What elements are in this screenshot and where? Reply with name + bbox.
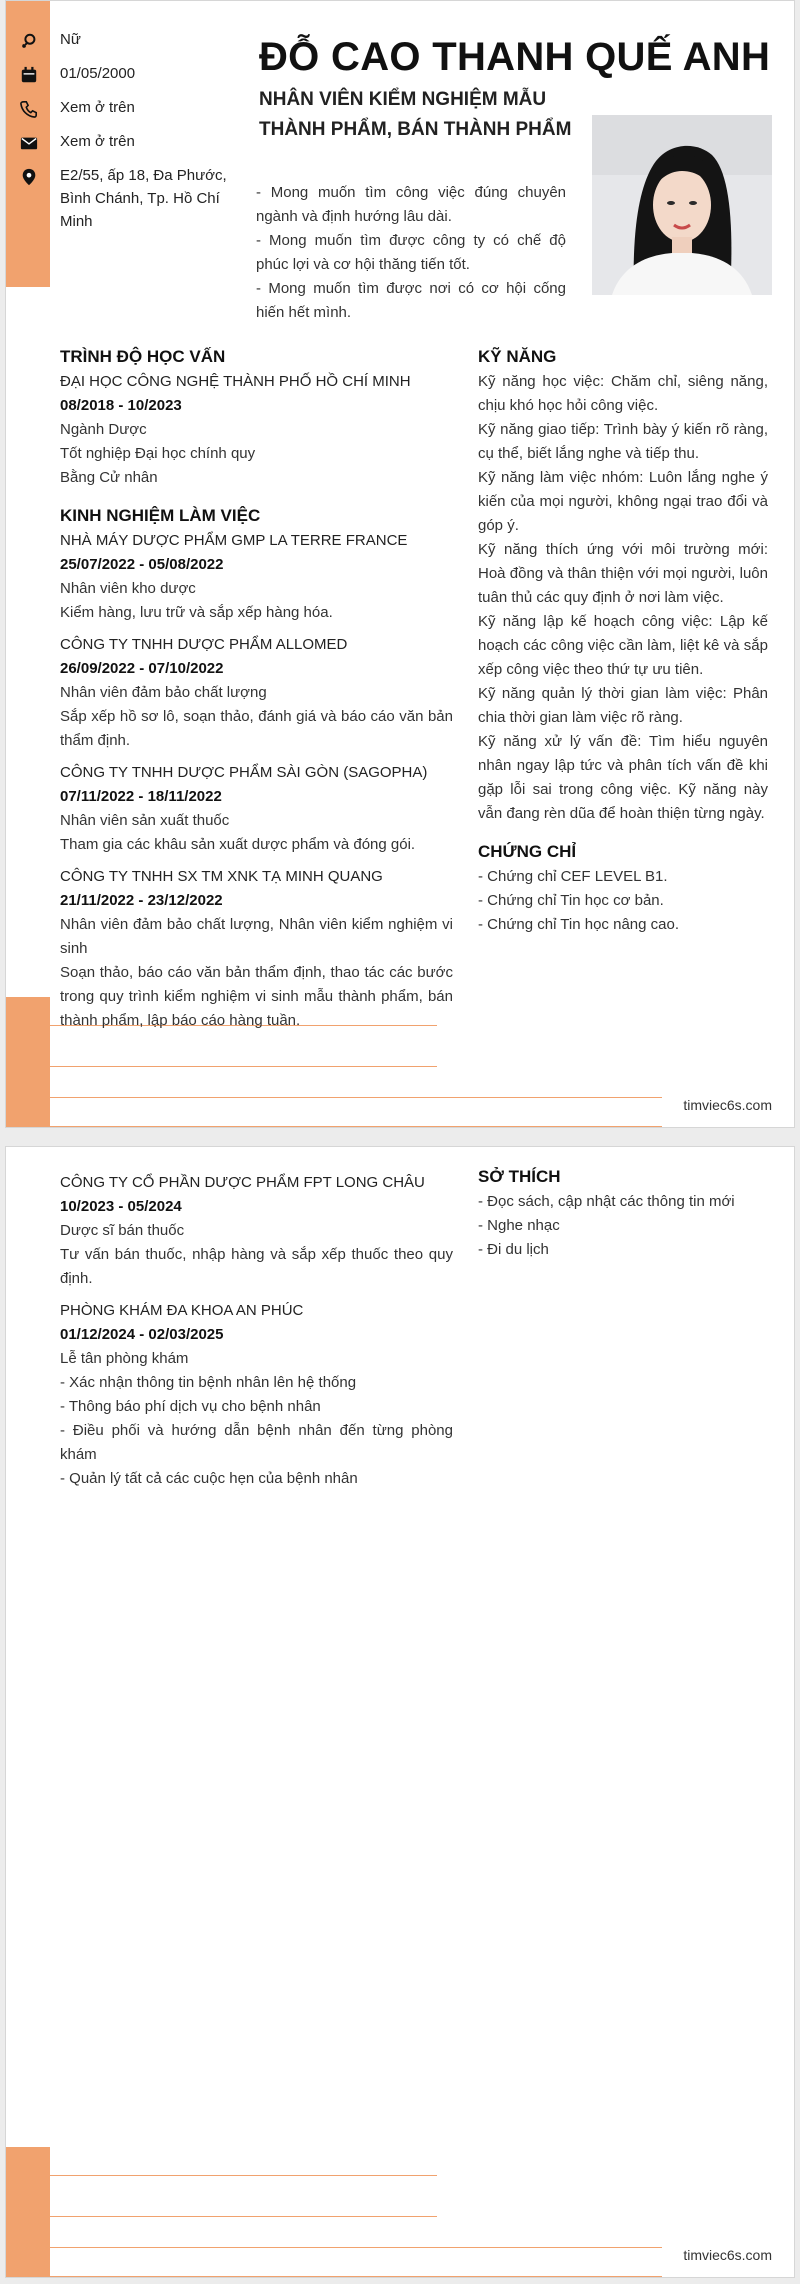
experience-role: Nhân viên đảm bảo chất lượng, Nhân viên kiểm nghiệm vi sinh [60, 916, 453, 957]
certificate-item: - Chứng chỉ Tin học cơ bản. [478, 892, 664, 909]
skill-item: Kỹ năng giao tiếp: Trình bày ý kiến rõ ràng, cụ thể, biết lắng nghe và tiếp thu. [478, 421, 768, 462]
decor-frame [32, 2247, 662, 2277]
experience-desc: - Thông báo phí dịch vụ cho bệnh nhân [60, 1398, 321, 1415]
experience-item [60, 633, 453, 753]
hobby-item: - Nghe nhạc [478, 1217, 560, 1234]
education-date: 08/2018 - 10/2023 [60, 397, 182, 414]
skill-item: Kỹ năng thích ứng với môi trường mới: Hoà đồng và thân thiện với mọi người, luôn tuân thủ các quy định ở nơi làm việc. [478, 541, 768, 606]
phone-icon [20, 100, 38, 118]
experience-date: 07/11/2022 - 18/11/2022 [60, 788, 222, 805]
experience-desc: Tư vấn bán thuốc, nhập hàng và sắp xếp thuốc theo quy định. [60, 1246, 453, 1287]
education-line: Bằng Cử nhân [60, 469, 158, 486]
job-title: NHÂN VIÊN KIỂM NGHIỆM MẪU THÀNH PHẨM, BÁN THÀNH PHẨM [259, 89, 572, 140]
calendar-icon [20, 66, 38, 84]
objective-line: - Mong muốn tìm công việc đúng chuyên ngành và định hướng lâu dài. [256, 184, 566, 225]
skill-item: Kỹ năng quản lý thời gian làm việc: Phân chia thời gian làm việc rõ ràng. [478, 685, 768, 726]
experience-date: 26/09/2022 - 07/10/2022 [60, 660, 224, 677]
phone-value: Xem ở trên [60, 99, 135, 116]
gender-icon [20, 32, 38, 50]
experience-role: Lễ tân phòng khám [60, 1350, 189, 1367]
gender-value: Nữ [60, 31, 81, 48]
experience-desc: - Điều phối và hướng dẫn bệnh nhân đến từng phòng khám [60, 1422, 453, 1463]
certificate-item: - Chứng chỉ CEF LEVEL B1. [478, 868, 668, 885]
experience-desc: Kiểm hàng, lưu trữ và sắp xếp hàng hóa. [60, 604, 333, 621]
experience-item [60, 761, 453, 857]
experience-title: KINH NGHIỆM LÀM VIỆC [60, 506, 261, 525]
experience-date: 01/12/2024 - 02/03/2025 [60, 1326, 224, 1343]
experience-desc: Sắp xếp hồ sơ lô, soạn thảo, đánh giá và báo cáo văn bản thẩm định. [60, 708, 453, 749]
decor-frame [32, 1097, 662, 1127]
skill-item: Kỹ năng học việc: Chăm chỉ, siêng năng, chịu khó học hỏi công việc. [478, 373, 768, 414]
experience-date: 10/2023 - 05/2024 [60, 1198, 182, 1215]
career-objective [256, 181, 566, 325]
hobby-item: - Đi du lịch [478, 1241, 549, 1258]
hobbies-title: SỞ THÍCH [478, 1167, 561, 1186]
experience-role: Nhân viên sản xuất thuốc [60, 812, 230, 829]
experience-role: Dược sĩ bán thuốc [60, 1222, 185, 1239]
experience-item [60, 1171, 453, 1291]
location-icon [20, 168, 38, 186]
experience-date: 25/07/2022 - 05/08/2022 [60, 556, 224, 573]
experience-desc: Tham gia các khâu sản xuất dược phẩm và đóng gói. [60, 836, 416, 853]
left-column [60, 345, 453, 1033]
experience-desc: Soạn thảo, báo cáo văn bản thẩm định, thao tác các bước trong quy trình kiểm nghiệm vi sinh mẫu thành phẩm, bán thành phẩm, lập báo cáo hàng tuần. [60, 964, 453, 1029]
experience-desc: - Quản lý tất cả các cuộc hẹn của bệnh nhân [60, 1470, 358, 1487]
contact-info [20, 31, 240, 247]
email-icon [20, 134, 38, 152]
experience-org: PHÒNG KHÁM ĐA KHOA AN PHÚC [60, 1302, 304, 1319]
education-line: Tốt nghiệp Đại học chính quy [60, 445, 256, 462]
experience-org: CÔNG TY CỔ PHẦN DƯỢC PHẨM FPT LONG CHÂU [60, 1174, 425, 1191]
skill-item: Kỹ năng xử lý vấn đề: Tìm hiểu nguyên nhân ngay lập tức và phân tích vấn đề khi gặp lỗi sai trong công việc. Kỹ năng này vẫn đang rèn dũa để hoàn thiện từng ngày. [478, 733, 768, 822]
certificate-item: - Chứng chỉ Tin học nâng cao. [478, 916, 679, 933]
candidate-name: ĐỖ CAO THANH QUẾ ANH [259, 35, 771, 79]
experience-date: 21/11/2022 - 23/12/2022 [60, 892, 223, 909]
cv-page-1 [5, 0, 795, 1128]
experience-item [60, 1299, 453, 1491]
hobby-item: - Đọc sách, cập nhật các thông tin mới [478, 1193, 735, 1210]
education-school: ĐẠI HỌC CÔNG NGHỆ THÀNH PHỐ HỒ CHÍ MINH [60, 373, 411, 390]
experience-desc: - Xác nhận thông tin bệnh nhân lên hệ thống [60, 1374, 357, 1391]
experience-item [60, 529, 453, 625]
objective-line: - Mong muốn tìm được công ty có chế độ phúc lợi và cơ hội thăng tiến tốt. [256, 232, 566, 273]
cv-page-2 [5, 1146, 795, 2278]
education-title: TRÌNH ĐỘ HỌC VẤN [60, 347, 226, 366]
address-value: E2/55, ấp 18, Đa Phước, Bình Chánh, Tp. Hồ Chí Minh [60, 167, 227, 230]
objective-line: - Mong muốn tìm được nơi có cơ hội cống hiến hết mình. [256, 280, 566, 321]
decor-frame [32, 2175, 437, 2217]
experience-role: Nhân viên đảm bảo chất lượng [60, 684, 267, 701]
experience-item [60, 865, 453, 1033]
skill-item: Kỹ năng lập kế hoạch công việc: Lập kế hoạch các công việc cần làm, liệt kê và sắp xếp công việc theo thứ tự ưu tiên. [478, 613, 768, 678]
certificates-title: CHỨNG CHỈ [478, 842, 577, 861]
skill-item: Kỹ năng làm việc nhóm: Luôn lắng nghe ý kiến của mọi người, không ngại trao đổi và góp ý. [478, 469, 768, 534]
experience-org: CÔNG TY TNHH DƯỢC PHẨM ALLOMED [60, 636, 348, 653]
education-line: Ngành Dược [60, 421, 147, 438]
experience-org: CÔNG TY TNHH SX TM XNK TẠ MINH QUANG [60, 868, 383, 885]
footer-site: timviec6s.com [683, 1097, 772, 1113]
experience-org: CÔNG TY TNHH DƯỢC PHẨM SÀI GÒN (SAGOPHA) [60, 764, 428, 781]
footer-site: timviec6s.com [683, 2247, 772, 2263]
birthday-value: 01/05/2000 [60, 65, 136, 82]
skills-title: KỸ NĂNG [478, 347, 557, 366]
experience-role: Nhân viên kho dược [60, 580, 196, 597]
left-column [60, 1171, 453, 1491]
profile-photo [592, 115, 772, 295]
right-column [478, 345, 768, 937]
experience-org: NHÀ MÁY DƯỢC PHẨM GMP LA TERRE FRANCE [60, 532, 408, 549]
right-column [478, 1165, 768, 1262]
email-value: Xem ở trên [60, 133, 135, 150]
